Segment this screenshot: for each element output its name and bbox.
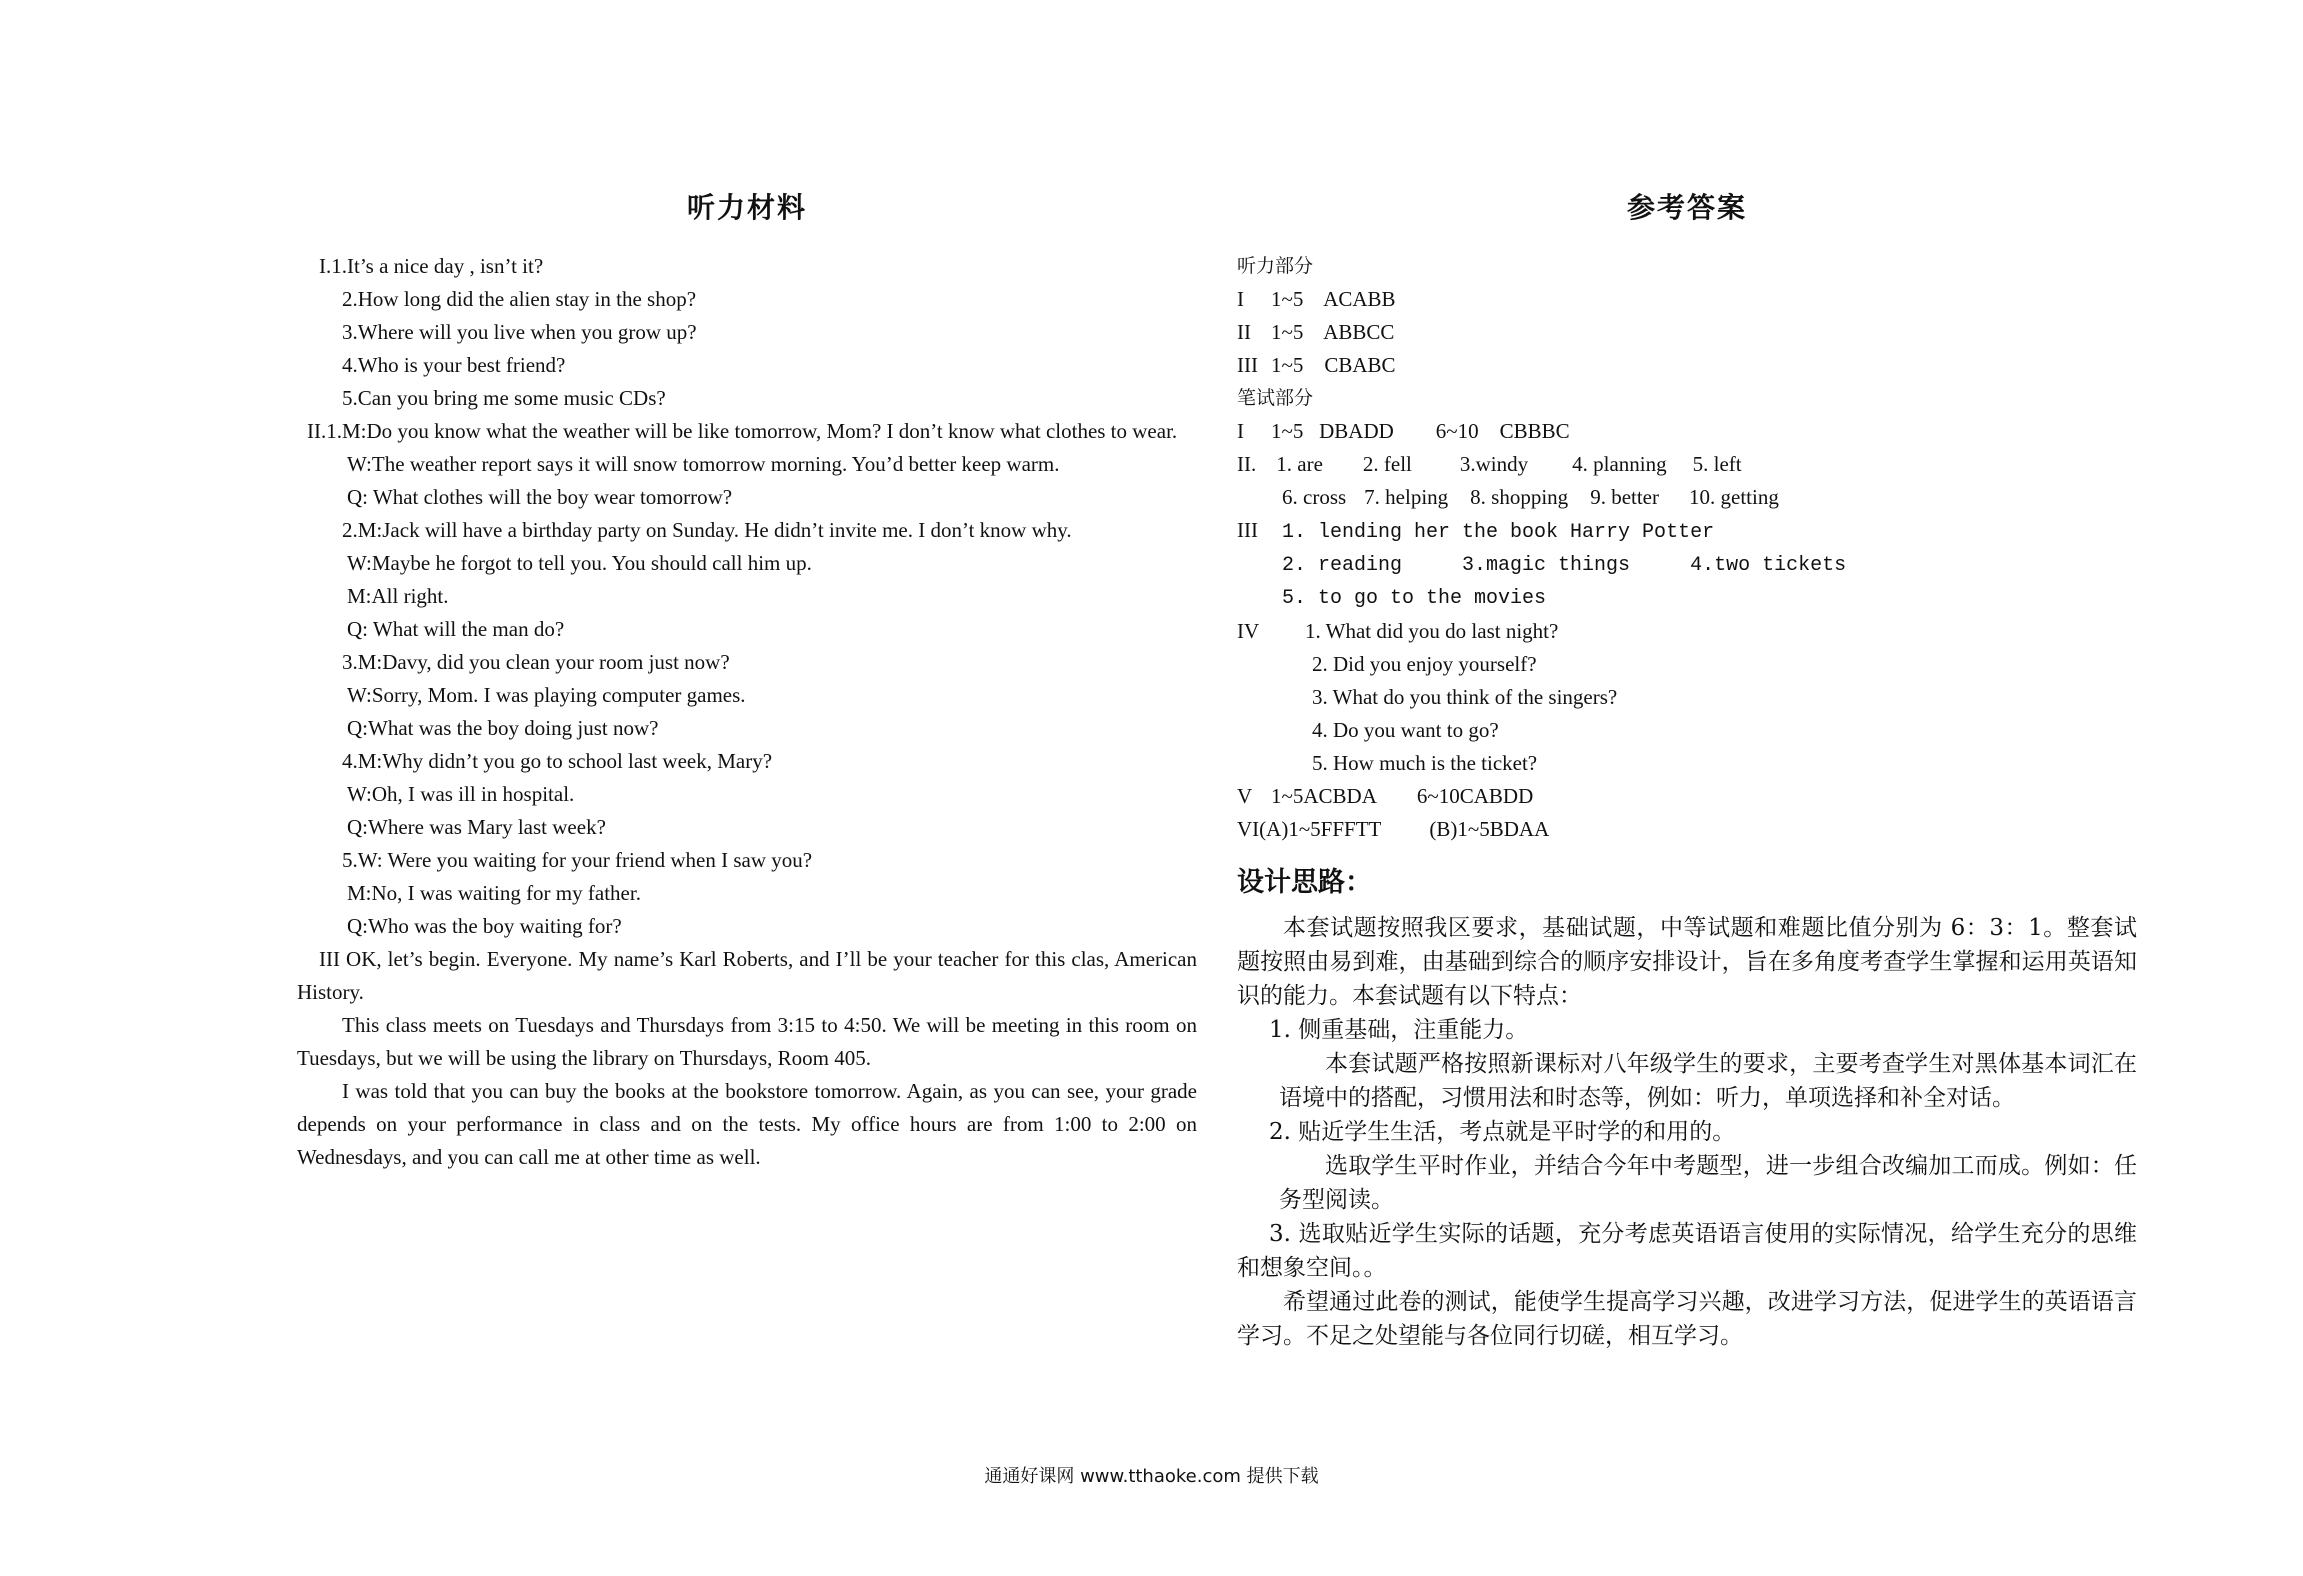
answer-key-column	[1237, 186, 2137, 1353]
section-label: 笔试部分	[1237, 387, 1314, 409]
design-paragraph: 希望通过此卷的测试，能使学生提高学习兴趣，改进学习方法，促进学生的英语语言学习。不足之处望能与各位同行切磋，相互学习。	[1237, 1289, 2137, 1349]
answer-row: II. 1. are 2. fell 3.windy 4. planning 5. left	[1237, 452, 1742, 476]
dialogue-head: 2.M:Jack will have a birthday party on Sunday. He didn’t invite me. I don’t know why.	[342, 518, 1072, 542]
dialogue-line: W:Maybe he forgot to tell you. You should call him up.	[347, 551, 812, 575]
dialogue-line: M:No, I was waiting for my father.	[347, 881, 641, 905]
dialogue-head: 5.W: Were you waiting for your friend when I saw you?	[342, 848, 813, 872]
monologue-paragraph: III OK, let’s begin. Everyone. My name’s Karl Roberts, and I’ll be your teacher for this clas, American History.	[297, 947, 1197, 1004]
answer-row: III 1. lending her the book Harry Potter	[1237, 518, 1715, 544]
answer-row: VI(A)1~5FFFTT (B)1~5BDAA	[1237, 817, 1550, 841]
dialogue-head: 3.M:Davy, did you clean your room just now?	[342, 650, 730, 674]
design-title: 设计思路：	[1237, 867, 1372, 898]
answer-row: 5. How much is the ticket?	[1312, 751, 1538, 775]
listening-line: 3.Where will you live when you grow up?	[342, 320, 697, 344]
monologue-paragraph: I was told that you can buy the books at the bookstore tomorrow. Again, as you can see, your grade depends on your performance in class and on the tests. My office hours are from 1:00 to 2:00 on Wednesdays, and you can call me at other time as well.	[297, 1079, 1197, 1169]
listening-line: 5.Can you bring me some music CDs?	[342, 386, 666, 410]
dialogue-line: Q: What will the man do?	[347, 617, 565, 641]
answer-row: 2. Did you enjoy yourself?	[1312, 652, 1537, 676]
dialogue-line: M:All right.	[347, 584, 449, 608]
answer-row: 6. cross 7. helping 8. shopping 9. better 10. getting	[1282, 485, 1779, 509]
listening-material-column	[297, 186, 1197, 1174]
answer-row: IV 1. What did you do last night?	[1237, 619, 1559, 643]
answer-row: III 1~5 CBABC	[1237, 353, 1396, 377]
monologue-paragraph: This class meets on Tuesdays and Thursdays from 3:15 to 4:50. We will be meeting in this room on Tuesdays, but we will be using the library on Thursdays, Room 405.	[297, 1013, 1197, 1070]
footer-source: 通通好课网 www.tthaoke.com 提供下载	[984, 1466, 1319, 1487]
section-label: 听力部分	[1237, 255, 1314, 277]
dialogue-line: W:The weather report says it will snow tomorrow morning. You’d better keep warm.	[347, 452, 1060, 476]
design-point: 3. 选取贴近学生实际的话题，充分考虑英语语言使用的实际情况，给学生充分的思维和想象空间。。	[1237, 1221, 2137, 1281]
listening-title: 听力材料	[686, 191, 807, 224]
design-point: 1. 侧重基础，注重能力。	[1269, 1017, 1529, 1043]
dialogue-intro: II.1.M:Do you know what the weather will be like tomorrow, Mom? I don’t know what clothes to wear.	[307, 419, 1178, 443]
answer-row: II 1~5 ABBCC	[1237, 320, 1395, 344]
listening-line: I.1.It’s a nice day , isn’t it?	[319, 254, 544, 278]
answer-row: 5. to go to the movies	[1282, 587, 1547, 610]
dialogue-line: W:Oh, I was ill in hospital.	[347, 782, 575, 806]
design-point-body: 选取学生平时作业，并结合今年中考题型，进一步组合改编加工而成。例如：任务型阅读。	[1279, 1153, 2137, 1213]
dialogue-line: W:Sorry, Mom. I was playing computer games.	[347, 683, 746, 707]
answer-row: I 1~5 ACABB	[1237, 287, 1396, 311]
answer-row: V 1~5ACBDA 6~10CABDD	[1237, 784, 1534, 808]
answers-title: 参考答案	[1626, 191, 1747, 224]
answer-row: I 1~5 DBADD 6~10 CBBBC	[1237, 419, 1570, 443]
listening-line: 2.How long did the alien stay in the shop?	[342, 287, 697, 311]
design-paragraph: 本套试题按照我区要求，基础试题，中等试题和难题比值分别为 6：3：1。整套试题按照由易到难，由基础到综合的顺序安排设计，旨在多角度考查学生掌握和运用英语知识的能力。本套试题有以下特点：	[1237, 915, 2137, 1009]
design-point: 2. 贴近学生生活，考点就是平时学的和用的。	[1269, 1119, 1736, 1145]
answer-row: 3. What do you think of the singers?	[1312, 685, 1618, 709]
answer-row: 4. Do you want to go?	[1312, 718, 1499, 742]
listening-line: 4.Who is your best friend?	[342, 353, 566, 377]
dialogue-line: Q: What clothes will the boy wear tomorrow?	[347, 485, 733, 509]
dialogue-line: Q:Where was Mary last week?	[347, 815, 606, 839]
answer-row: 2. reading 3.magic things 4.two tickets	[1282, 554, 1847, 577]
dialogue-line: Q:What was the boy doing just now?	[347, 716, 659, 740]
design-point-body: 本套试题严格按照新课标对八年级学生的要求，主要考查学生对黑体基本词汇在语境中的搭配，习惯用法和时态等，例如：听力，单项选择和补全对话。	[1279, 1051, 2137, 1111]
dialogue-head: 4.M:Why didn’t you go to school last week, Mary?	[342, 749, 773, 773]
dialogue-line: Q:Who was the boy waiting for?	[347, 914, 622, 938]
